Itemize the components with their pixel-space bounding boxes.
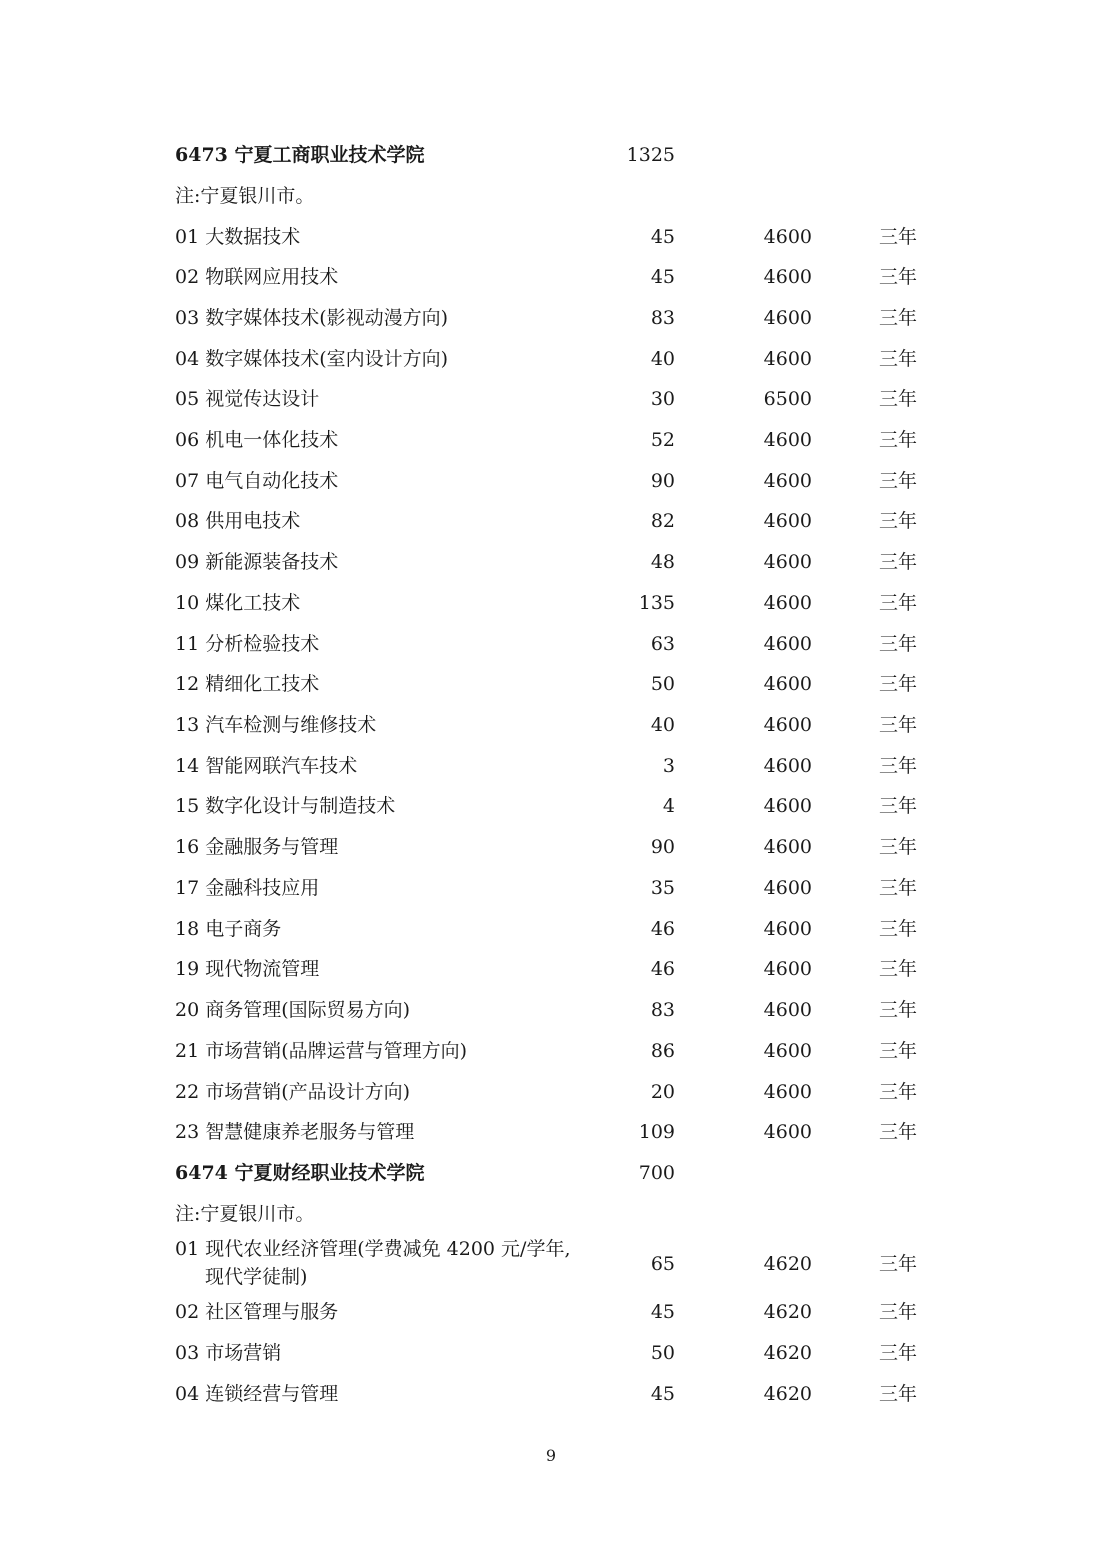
page-number: 9 bbox=[545, 1446, 557, 1465]
table-row bbox=[0, 1291, 1102, 1332]
major-name: 18 电子商务 bbox=[175, 918, 282, 940]
major-fee: 4600 bbox=[763, 958, 812, 980]
major-name: 04 连锁经营与管理 bbox=[175, 1383, 339, 1405]
major-count: 86 bbox=[650, 1040, 675, 1062]
major-name: 16 金融服务与管理 bbox=[175, 836, 339, 858]
major-count: 3 bbox=[662, 755, 675, 777]
major-name: 04 数字媒体技术(室内设计方向) bbox=[175, 348, 449, 370]
major-count: 45 bbox=[650, 266, 675, 288]
major-count: 45 bbox=[650, 1383, 675, 1405]
major-name: 06 机电一体化技术 bbox=[175, 429, 339, 451]
major-years: 三年 bbox=[879, 1383, 918, 1405]
major-years: 三年 bbox=[879, 918, 918, 940]
major-years: 三年 bbox=[879, 755, 918, 777]
major-name: 02 物联网应用技术 bbox=[175, 266, 339, 288]
major-name: 08 供用电技术 bbox=[175, 510, 301, 532]
major-count: 46 bbox=[650, 958, 675, 980]
major-years: 三年 bbox=[879, 226, 918, 248]
note-text: 注:宁夏银川市。 bbox=[175, 185, 315, 207]
table-row bbox=[0, 1071, 1102, 1112]
major-fee: 4600 bbox=[763, 592, 812, 614]
major-count: 48 bbox=[650, 551, 675, 573]
major-name: 11 分析检验技术 bbox=[175, 633, 320, 655]
major-fee: 4620 bbox=[763, 1301, 812, 1323]
major-name: 10 煤化工技术 bbox=[175, 592, 301, 614]
major-count: 20 bbox=[650, 1081, 675, 1103]
major-years: 三年 bbox=[879, 1121, 918, 1143]
table-row bbox=[0, 419, 1102, 460]
major-name: 22 市场营销(产品设计方向) bbox=[175, 1081, 411, 1103]
major-name bbox=[175, 1235, 595, 1291]
major-name: 12 精细化工技术 bbox=[175, 673, 320, 695]
table-row bbox=[0, 541, 1102, 582]
school-header bbox=[0, 134, 1102, 175]
table-row bbox=[0, 338, 1102, 379]
major-years: 三年 bbox=[879, 633, 918, 655]
major-name: 07 电气自动化技术 bbox=[175, 470, 339, 492]
major-count: 45 bbox=[650, 1301, 675, 1323]
major-count: 40 bbox=[650, 714, 675, 736]
major-name-line2: 现代学徒制) bbox=[205, 1266, 308, 1288]
major-years: 三年 bbox=[879, 1342, 918, 1364]
major-name: 13 汽车检测与维修技术 bbox=[175, 714, 377, 736]
major-fee: 4620 bbox=[763, 1383, 812, 1405]
major-fee: 4600 bbox=[763, 673, 812, 695]
major-count: 90 bbox=[650, 470, 675, 492]
school-note bbox=[0, 175, 1102, 216]
table-row bbox=[0, 1373, 1102, 1414]
major-years: 三年 bbox=[879, 673, 918, 695]
major-years: 三年 bbox=[879, 1253, 918, 1275]
major-count: 52 bbox=[650, 429, 675, 451]
major-name: 01 大数据技术 bbox=[175, 226, 301, 248]
major-years: 三年 bbox=[879, 307, 918, 329]
major-fee: 4600 bbox=[763, 836, 812, 858]
table-row bbox=[0, 582, 1102, 623]
major-name: 03 市场营销 bbox=[175, 1342, 282, 1364]
major-name: 20 商务管理(国际贸易方向) bbox=[175, 999, 411, 1021]
major-years: 三年 bbox=[879, 836, 918, 858]
major-fee: 4600 bbox=[763, 470, 812, 492]
table-row bbox=[0, 1332, 1102, 1373]
major-years: 三年 bbox=[879, 1081, 918, 1103]
major-years: 三年 bbox=[879, 348, 918, 370]
school-name: 6473 宁夏工商职业技术学院 bbox=[175, 144, 425, 166]
major-count: 45 bbox=[650, 226, 675, 248]
table-row bbox=[0, 1233, 1102, 1293]
table-row bbox=[0, 663, 1102, 704]
major-name: 14 智能网联汽车技术 bbox=[175, 755, 358, 777]
major-years: 三年 bbox=[879, 388, 918, 410]
major-name: 19 现代物流管理 bbox=[175, 958, 320, 980]
major-count: 35 bbox=[650, 877, 675, 899]
major-fee: 4600 bbox=[763, 1081, 812, 1103]
major-count: 50 bbox=[650, 1342, 675, 1364]
table-row bbox=[0, 460, 1102, 501]
school-header bbox=[0, 1152, 1102, 1193]
table-row bbox=[0, 216, 1102, 257]
table-row bbox=[0, 1030, 1102, 1071]
major-fee: 6500 bbox=[763, 388, 812, 410]
table-row bbox=[0, 989, 1102, 1030]
major-years: 三年 bbox=[879, 470, 918, 492]
major-years: 三年 bbox=[879, 266, 918, 288]
school-total: 700 bbox=[638, 1162, 675, 1184]
major-fee: 4600 bbox=[763, 795, 812, 817]
major-count: 82 bbox=[650, 510, 675, 532]
major-count: 30 bbox=[650, 388, 675, 410]
major-years: 三年 bbox=[879, 1301, 918, 1323]
school-note bbox=[0, 1193, 1102, 1234]
major-count: 90 bbox=[650, 836, 675, 858]
major-count: 109 bbox=[638, 1121, 675, 1143]
table-row bbox=[0, 826, 1102, 867]
table-row bbox=[0, 500, 1102, 541]
major-count: 65 bbox=[650, 1253, 675, 1275]
major-fee: 4600 bbox=[763, 918, 812, 940]
table-row bbox=[0, 378, 1102, 419]
major-count: 83 bbox=[650, 307, 675, 329]
major-fee: 4600 bbox=[763, 510, 812, 532]
major-name: 23 智慧健康养老服务与管理 bbox=[175, 1121, 415, 1143]
table-row bbox=[0, 948, 1102, 989]
table-row bbox=[0, 297, 1102, 338]
major-fee: 4600 bbox=[763, 1121, 812, 1143]
major-name: 15 数字化设计与制造技术 bbox=[175, 795, 396, 817]
major-count: 135 bbox=[638, 592, 675, 614]
major-name: 21 市场营销(品牌运营与管理方向) bbox=[175, 1040, 468, 1062]
major-fee: 4600 bbox=[763, 551, 812, 573]
major-fee: 4600 bbox=[763, 1040, 812, 1062]
major-count: 46 bbox=[650, 918, 675, 940]
major-years: 三年 bbox=[879, 999, 918, 1021]
major-count: 4 bbox=[662, 795, 675, 817]
major-years: 三年 bbox=[879, 510, 918, 532]
major-years: 三年 bbox=[879, 958, 918, 980]
major-count: 50 bbox=[650, 673, 675, 695]
major-fee: 4620 bbox=[763, 1342, 812, 1364]
table-row bbox=[0, 1111, 1102, 1152]
major-count: 40 bbox=[650, 348, 675, 370]
major-fee: 4600 bbox=[763, 348, 812, 370]
major-fee: 4600 bbox=[763, 714, 812, 736]
major-years: 三年 bbox=[879, 714, 918, 736]
major-count: 83 bbox=[650, 999, 675, 1021]
major-years: 三年 bbox=[879, 1040, 918, 1062]
major-fee: 4600 bbox=[763, 877, 812, 899]
major-name: 17 金融科技应用 bbox=[175, 877, 320, 899]
major-years: 三年 bbox=[879, 551, 918, 573]
table-row bbox=[0, 908, 1102, 949]
major-name-line1: 01 现代农业经济管理(学费减免 4200 元/学年, bbox=[175, 1238, 571, 1260]
table-row bbox=[0, 256, 1102, 297]
major-name: 05 视觉传达设计 bbox=[175, 388, 320, 410]
major-fee: 4600 bbox=[763, 266, 812, 288]
major-name: 09 新能源装备技术 bbox=[175, 551, 339, 573]
major-years: 三年 bbox=[879, 592, 918, 614]
major-years: 三年 bbox=[879, 795, 918, 817]
major-fee: 4600 bbox=[763, 633, 812, 655]
major-count: 63 bbox=[650, 633, 675, 655]
table-row bbox=[0, 785, 1102, 826]
note-text: 注:宁夏银川市。 bbox=[175, 1203, 315, 1225]
major-name: 03 数字媒体技术(影视动漫方向) bbox=[175, 307, 449, 329]
major-name: 02 社区管理与服务 bbox=[175, 1301, 339, 1323]
major-fee: 4620 bbox=[763, 1253, 812, 1275]
table-row bbox=[0, 623, 1102, 664]
table-row bbox=[0, 867, 1102, 908]
major-fee: 4600 bbox=[763, 226, 812, 248]
major-years: 三年 bbox=[879, 877, 918, 899]
major-fee: 4600 bbox=[763, 307, 812, 329]
major-fee: 4600 bbox=[763, 999, 812, 1021]
major-fee: 4600 bbox=[763, 755, 812, 777]
major-years: 三年 bbox=[879, 429, 918, 451]
table-row bbox=[0, 704, 1102, 745]
school-name: 6474 宁夏财经职业技术学院 bbox=[175, 1162, 425, 1184]
school-total: 1325 bbox=[626, 144, 675, 166]
major-fee: 4600 bbox=[763, 429, 812, 451]
table-row bbox=[0, 745, 1102, 786]
